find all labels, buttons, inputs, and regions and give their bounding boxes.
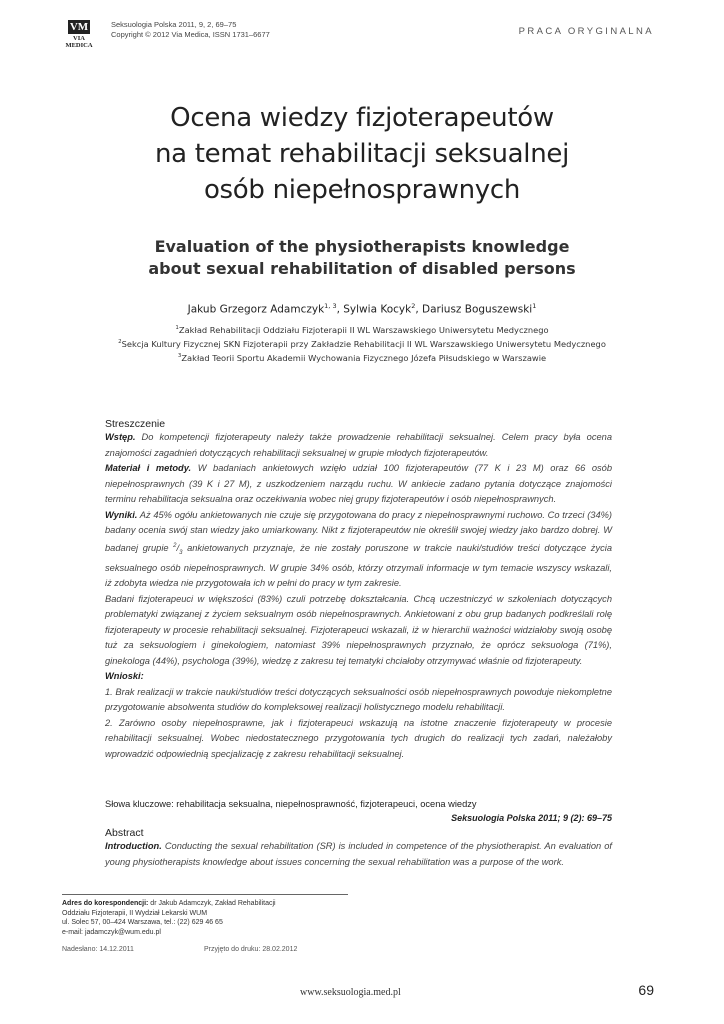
title-line: osób niepełnosprawnych	[203, 175, 521, 205]
author-list: Jakub Grzegorz Adamczyk$^{1, 3}$, Sylwia Kocyk$^2$, Dariusz Boguszewski$^1$	[187, 302, 537, 316]
abstract-heading: Abstract	[105, 827, 144, 839]
section-tag: PRACA ORYGINALNA	[518, 26, 654, 37]
correspondence-line: Oddziału Fizjoterapii, II Wydział Lekarski WUM	[62, 909, 208, 917]
material-paragraph	[105, 461, 612, 508]
wnioski-item: 2. Zarówno osoby niepełnosprawne, jak i fizjoterapeuci wskazują na istotne znaczenie fizjoterapeuty w procesie rehabilitacji seksualnej. Wobec niedostatecznego przygotowania tych drugich do realizacji tych zadań, należałoby wprowadzić odpowiednią specjalizację z zakresu rehabilitacji seksualnej.	[105, 717, 612, 759]
affiliation	[40, 336, 684, 350]
affiliation-text: Zakład Teorii Sportu Akademii Wychowania Fizycznego Józefa Piłsudskiego w Warszawie	[181, 352, 547, 363]
correspondence-label: Adres do korespondencji:	[62, 900, 149, 907]
title-line: Ocena wiedzy fizjoterapeutów	[170, 103, 554, 133]
article-dates	[62, 946, 297, 953]
title-line: na temat rehabilitacji seksualnej	[155, 139, 569, 169]
fraction-denominator: 3	[179, 549, 183, 556]
affiliation-text: Zakład Rehabilitacji Oddziału Fizjoterapii II WL Warszawskiego Uniwersytetu Medycznego	[178, 324, 549, 335]
wyniki-label: Wyniki.	[105, 509, 138, 520]
affiliation-number: 3	[177, 352, 182, 359]
logo-name: VIA MEDICA	[65, 35, 93, 49]
affiliation	[40, 350, 684, 364]
author-name: Jakub Grzegorz Adamczyk	[187, 303, 325, 316]
correspondence-line: dr Jakub Adamczyk, Zakład Rehabilitacji	[148, 900, 276, 907]
material-text: W badaniach ankietowych wzięło udział 100 fizjoterapeutów (77 K i 23 M) oraz 66 osób niepełnosprawnych (39 K i 27 M), z uszkodzeniem narządu ruchu. W ankiecie zadano pytania dotyczące znajomości terminu rehabilitacja seksualna oraz oczekiwania wobec niej grupy fizjoterapeutów i osób niepełnosprawnych.	[105, 463, 612, 504]
wnioski-item: 1. Brak realizacji w trakcie nauki/studiów treści dotyczących seksualności osób niepełnosprawnych powoduje niekompletne przygotowanie absolwenta studiów do kompleksowej realizacji holistycznego modelu rehabilitacji.	[105, 686, 612, 713]
accepted-date: Przyjęto do druku: 28.02.2012	[203, 946, 298, 953]
subtitle-line: about sexual rehabilitation of disabled persons	[148, 259, 576, 278]
affiliation-number: 1	[175, 325, 179, 331]
received-date: Nadesłano: 14.12.2011	[62, 946, 134, 953]
wyniki-paragraph: Wyniki. Aż 45% ogółu ankietowanych nie czuje się przygotowana do pracy z niepełnosprawnymi ruchowo. Co trzeci (34%) badany ocenia swój stan wiedzy jako umiarkowany. Nikt z fizjoterapeutów nie określił swojej wiedzy jako bardzo dobrej. W badanej grupie $^2/_3$ ankietowanych przyznaje, że nie zostały poruszone w trakcie nauki/studiów treści dotyczące życia seksualnego osób niepełnosprawnych. W grupie 34% osób, którzy otrzymali informacje w tym temacie wszyscy wskazali, iż zdobyta wiedza nie przygotowała ich w pełni do pracy w tym zakresie.	[105, 509, 612, 589]
publisher-logo	[60, 20, 98, 49]
correspondence-line: ul. Solec 57, 00–424 Warszawa, tel.: (22) 629 46 65	[62, 919, 223, 926]
correspondence-email: e-mail: jadamczyk@wum.edu.pl	[62, 928, 161, 936]
wyniki-paragraph-2: Badani fizjoterapeuci w większości (83%) czuli potrzebę dokształcania. Chcą uczestniczyć w szkoleniach dotyczących problematyki związanej z życiem seksualnym osób niepełnosprawnych. Ankietowani z obu grup badanych podkreślali rolę fizjoterapeuty w procesie rehabilitacji seksualnej. Fizjoterapeuci wskazali, iż w hierarchii ważności widziałoby swoją osobę tuż za seksuologiem i ginekologiem, natomiast 39% niepełnosprawnych przyznało, że oprócz seksuologa (71%), ginekologa (44%), psychologa (39%), wiedzę z zakresu tej tematyki chciałoby otrzymywać właśnie od fizjoterapeuty.	[105, 593, 612, 666]
affiliation	[40, 322, 684, 336]
affiliations	[40, 322, 684, 363]
logo-mark: VM	[69, 21, 89, 33]
introduction-paragraph	[105, 839, 612, 870]
wstep-paragraph	[105, 430, 612, 461]
introduction-label: Introduction.	[105, 841, 162, 851]
wstep-label: Wstęp.	[105, 432, 136, 442]
streszczenie-section	[105, 418, 612, 762]
streszczenie-heading: Streszczenie	[105, 418, 166, 430]
journal-url[interactable]: www.seksuologia.med.pl	[300, 987, 401, 998]
journal-meta	[111, 20, 270, 40]
author-affil-ref: 1, 3	[324, 302, 337, 310]
introduction-text: Conducting the sexual rehabilitation (SR) is included in competence of the physiotherapist. An evaluation of young physiotherapists knowledge about issues concerning the sexual rehabilitation was a purpose of the work.	[105, 841, 612, 867]
wyniki-text: Aż 45% ogółu ankietowanych nie czuje się przygotowana do pracy z niepełnosprawnymi ruchowo. Co trzeci (34%) badany ocenia swój stan wiedzy jako umiarkowany. Nikt z fizjoterapeutów nie określił swojej wiedzy jako bardzo dobrej. W badanej grupie	[105, 509, 612, 553]
author-affil-ref: 2	[411, 302, 416, 310]
article-title-pl	[80, 100, 644, 208]
divider-line	[62, 894, 348, 895]
wyniki-text-continued: ankietowanych przyznaje, że nie zostały poruszone w trakcie nauki/studiów treści dotyczące życia seksualnego osób niepełnosprawnych. W grupie 34% osób, którzy otrzymali informacje w tym temacie wszyscy wskazali, iż zdobyta wiedza nie przygotowała ich w pełni do pracy w tym zakresie.	[105, 542, 612, 589]
copyright-line: Copyright © 2012 Via Medica, ISSN 1731–6677	[111, 30, 270, 39]
wnioski-label: Wnioski:	[105, 671, 144, 682]
author-affil-ref: 1	[532, 302, 537, 310]
page-number: 69	[638, 982, 654, 998]
article-title-en	[80, 236, 644, 280]
journal-line: Seksuologia Polska 2011, 9, 2, 69–75	[111, 20, 237, 29]
author-name: Dariusz Boguszewski	[422, 303, 533, 316]
fraction-numerator: 2	[173, 542, 177, 549]
subtitle-line: Evaluation of the physiotherapists knowledge	[154, 237, 570, 256]
affiliation-text: Sekcja Kultury Fizycznej SKN Fizjoterapii przy Zakładzie Rehabilitacji II WL Warszawskiego Uniwersytetu Medycznego	[121, 338, 606, 349]
wstep-text: Do kompetencji fizjoterapeuty należy także prowadzenie rehabilitacji seksualnej. Celem pracy była ocena znajomości zagadnień dotyczących rehabilitacji seksualnej w grupie młodych fizjoterapeutów.	[105, 432, 612, 458]
material-label: Materiał i metody.	[105, 463, 192, 473]
correspondence-address	[62, 899, 276, 937]
wnioski-heading	[105, 669, 612, 685]
affiliation-number: 2	[118, 338, 122, 345]
keywords: Słowa kluczowe: rehabilitacja seksualna, niepełnosprawność, fizjoterapeuci, ocena wiedzy	[105, 799, 477, 809]
citation: Seksuologia Polska 2011; 9 (2): 69–75	[451, 813, 612, 823]
abstract-section	[105, 827, 612, 870]
author-name: Sylwia Kocyk	[343, 303, 412, 316]
